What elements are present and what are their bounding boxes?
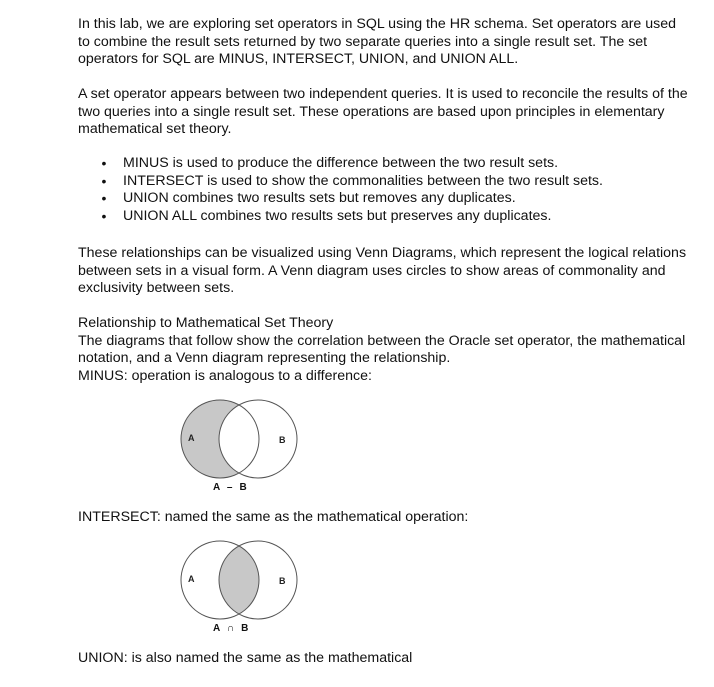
bullet-text: UNION combines two results sets but removes any duplicates. <box>123 190 516 206</box>
minus-notation-text: A – B <box>213 482 248 493</box>
bullet-icon: • <box>101 190 107 206</box>
set-theory-section <box>78 315 688 385</box>
minus-notation <box>213 482 273 493</box>
bullet-icon: • <box>101 207 107 224</box>
intersect-notation <box>213 623 273 634</box>
section-heading: Relationship to Mathematical Set Theory <box>78 315 334 331</box>
venn-paragraph: These relationships can be visualized using Venn Diagrams, which represent the logical relations between sets in a visual form. A Venn diagram uses circles to show areas of commonality and exclusivity between sets. <box>78 245 687 296</box>
bullet-text: INTERSECT is used to show the commonalities between the two result sets. <box>123 172 603 189</box>
intersect-notation-text: A ∩ B <box>213 623 249 634</box>
section-description: The diagrams that follow show the correlation between the Oracle set operator, the mathematical notation, and a Venn diagram representing the relationship. <box>78 332 686 366</box>
minus-heading: MINUS: operation is analogous to a difference: <box>78 367 372 384</box>
bullet-item-union-all <box>98 208 688 226</box>
bullet-text: UNION ALL combines two results sets but preserves any duplicates. <box>123 207 552 224</box>
bullet-item-intersect <box>98 173 688 191</box>
intro-paragraph: In this lab, we are exploring set operators in SQL using the HR schema. Set operators are used to combine the result sets returned by two separate queries into a single result set. The set operators for SQL are MINUS, INTERSECT, UNION, and UNION ALL. <box>78 16 677 67</box>
bullet-item-minus <box>98 155 688 173</box>
set-operator-paragraph: A set operator appears between two independent queries. It is used to reconcile the results of the two queries into a single result set. These operations are based upon principles in elementary mathematical set theory. <box>78 86 688 137</box>
operator-bullet-list <box>98 155 688 225</box>
intersect-label-a: A <box>188 574 195 584</box>
bullet-item-union <box>98 190 688 208</box>
minus-label-a: A <box>188 433 195 443</box>
bullet-icon: • <box>101 155 107 171</box>
minus-label-b: B <box>279 435 286 445</box>
bullet-text: MINUS is used to produce the difference between the two result sets. <box>123 155 559 171</box>
bullet-icon: • <box>101 172 107 189</box>
intersect-label-b: B <box>279 576 286 586</box>
intersect-heading: INTERSECT: named the same as the mathematical operation: <box>78 509 469 525</box>
union-heading: UNION: is also named the same as the mathematical <box>78 650 413 666</box>
